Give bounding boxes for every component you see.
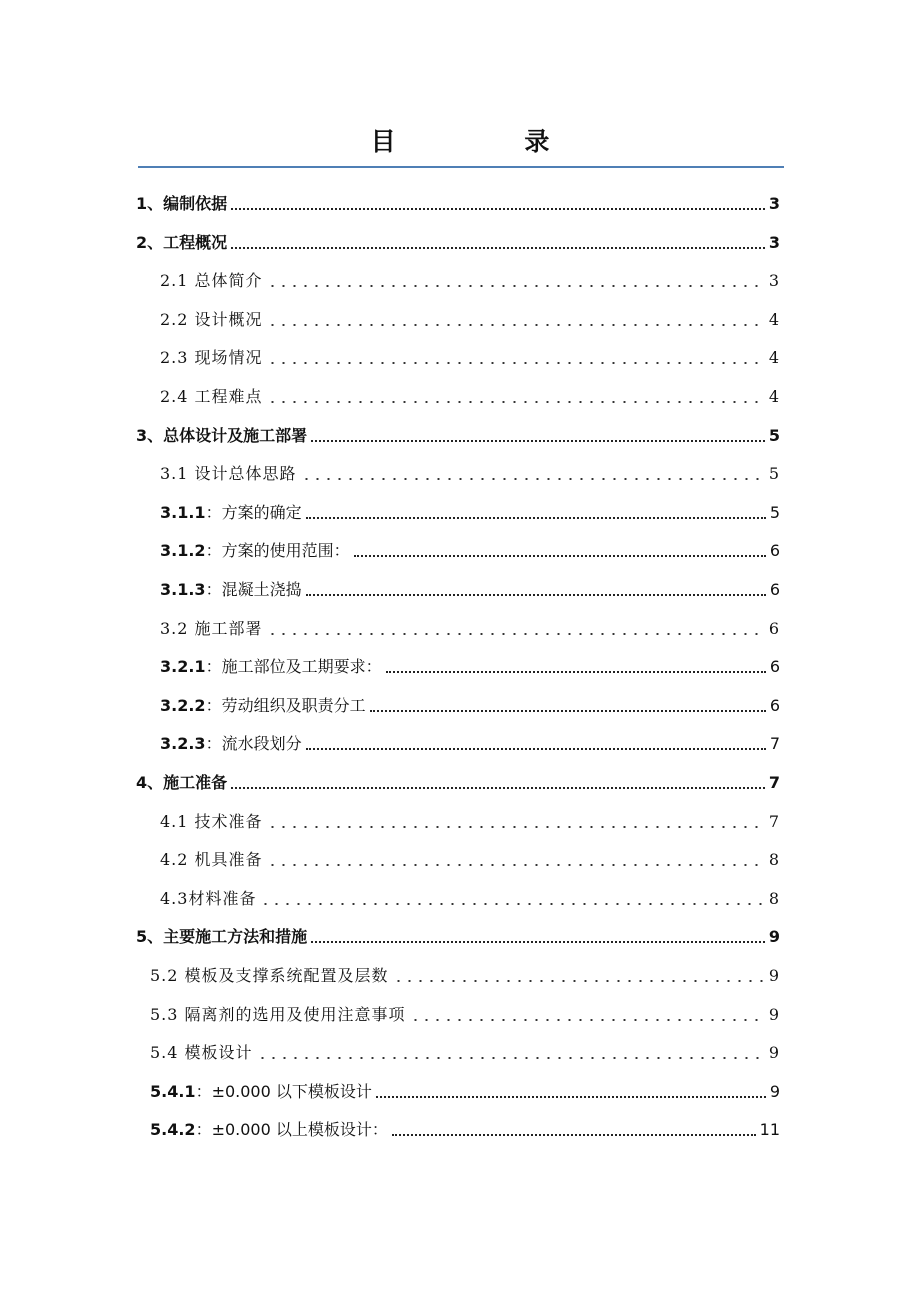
toc-entry[interactable] bbox=[150, 1001, 780, 1029]
toc-entry-page-number: 3 bbox=[768, 232, 780, 252]
toc-entry[interactable] bbox=[150, 1078, 780, 1106]
toc-entry-text: ：方案的使用范围： bbox=[205, 541, 350, 561]
toc-entry-number: 3.2.2 bbox=[160, 695, 206, 715]
toc-entry[interactable] bbox=[160, 383, 780, 411]
toc-entry-label: 2.1 总体简介 bbox=[160, 271, 263, 291]
toc-entry-label: 2、工程概况 bbox=[136, 232, 228, 252]
toc-entry-page-number: 6 bbox=[769, 657, 780, 677]
toc-entry-label bbox=[160, 499, 302, 527]
dot-leader bbox=[267, 383, 765, 411]
toc-entry-number: 5.4.2 bbox=[150, 1120, 196, 1140]
dot-leader bbox=[306, 730, 766, 758]
dot-leader bbox=[231, 229, 765, 257]
dot-leader bbox=[257, 1039, 765, 1067]
toc-entry-page-number: 7 bbox=[769, 734, 780, 754]
toc-entry-label bbox=[150, 1116, 388, 1144]
toc-entry[interactable] bbox=[160, 808, 780, 836]
toc-entry[interactable] bbox=[160, 499, 780, 527]
toc-entry[interactable] bbox=[160, 846, 780, 874]
toc-entry-label: 5、主要施工方法和措施 bbox=[136, 927, 308, 947]
toc-entry[interactable] bbox=[160, 730, 780, 758]
toc-entry-label: 4.1 技术准备 bbox=[160, 811, 263, 831]
toc-entry-label: 2.2 设计概况 bbox=[160, 309, 263, 329]
dot-leader bbox=[370, 692, 766, 720]
toc-entry[interactable] bbox=[136, 229, 780, 257]
toc-entry-page-number: 9 bbox=[768, 927, 780, 947]
toc-entry-text: ：劳动组织及职责分工 bbox=[205, 695, 366, 715]
toc-entry-text: ：±0.000 以上模板设计： bbox=[195, 1120, 388, 1140]
toc-entry-number: 3.2.1 bbox=[160, 657, 206, 677]
toc-entry[interactable] bbox=[136, 923, 780, 951]
toc-entry[interactable] bbox=[136, 422, 780, 450]
dot-leader bbox=[267, 846, 765, 874]
toc-entry-label: 3.1 设计总体思路 bbox=[160, 464, 297, 484]
toc-entry-page-number: 4 bbox=[768, 309, 780, 329]
toc-entry-page-number: 5 bbox=[768, 464, 780, 484]
toc-entry[interactable] bbox=[160, 306, 780, 334]
toc-entry[interactable] bbox=[136, 769, 780, 797]
toc-entry-page-number: 9 bbox=[769, 1081, 780, 1101]
toc-entry-number: 3.2.3 bbox=[160, 734, 206, 754]
toc-entry-number: 5.4.1 bbox=[150, 1081, 196, 1101]
dot-leader bbox=[392, 1116, 756, 1144]
dot-leader bbox=[231, 769, 765, 797]
toc-entry-text: ：流水段划分 bbox=[205, 734, 302, 754]
toc-entry-page-number: 9 bbox=[768, 966, 780, 985]
toc-entry-label: 2.3 现场情况 bbox=[160, 348, 263, 368]
dot-leader bbox=[267, 344, 765, 372]
toc-entry[interactable] bbox=[160, 537, 780, 565]
dot-leader bbox=[311, 422, 765, 450]
toc-entry-text: ：施工部位及工期要求： bbox=[205, 657, 382, 677]
dot-leader bbox=[376, 1078, 766, 1106]
toc-entry-page-number: 4 bbox=[768, 387, 780, 406]
toc-entry-text: ：混凝土浇捣 bbox=[205, 580, 302, 599]
toc-entry[interactable] bbox=[160, 692, 780, 720]
toc-entry-label: 4、施工准备 bbox=[136, 773, 228, 792]
toc-entry[interactable] bbox=[160, 885, 780, 913]
toc-entry[interactable] bbox=[150, 1039, 780, 1067]
toc-entry-number: 3.1.1 bbox=[160, 502, 206, 522]
dot-leader bbox=[231, 190, 765, 218]
toc-entry[interactable] bbox=[160, 460, 780, 488]
toc-entry-label: 5.4 模板设计 bbox=[150, 1043, 253, 1063]
dot-leader bbox=[393, 962, 765, 990]
toc-entry-label bbox=[160, 653, 382, 681]
toc-entry-page-number: 8 bbox=[768, 850, 780, 870]
dot-leader bbox=[260, 885, 764, 913]
toc-entry-number: 3.1.3 bbox=[160, 580, 206, 599]
toc-entry-page-number: 5 bbox=[768, 425, 780, 445]
toc-entry[interactable] bbox=[150, 962, 780, 990]
toc-entry-label bbox=[160, 730, 302, 758]
toc-entry-page-number: 9 bbox=[768, 1004, 780, 1024]
dot-leader bbox=[410, 1001, 765, 1029]
toc-entry-page-number: 3 bbox=[768, 271, 780, 291]
toc-entry-label bbox=[160, 576, 302, 604]
toc-entry-text: ：方案的确定 bbox=[205, 502, 302, 522]
dot-leader bbox=[267, 615, 765, 643]
dot-leader bbox=[267, 808, 765, 836]
dot-leader bbox=[311, 923, 765, 951]
toc-entry[interactable] bbox=[160, 344, 780, 372]
dot-leader bbox=[386, 653, 766, 681]
toc-entry-label bbox=[160, 692, 366, 720]
toc-entry-page-number: 11 bbox=[759, 1120, 780, 1140]
toc-entry-label bbox=[150, 1078, 372, 1106]
toc-entry-label: 1、编制依据 bbox=[136, 194, 228, 213]
toc-entry-page-number: 6 bbox=[769, 580, 780, 599]
toc-entry[interactable] bbox=[160, 615, 780, 643]
toc-entry-label: 2.4 工程难点 bbox=[160, 387, 263, 406]
toc-entry-label bbox=[160, 537, 350, 565]
toc-entry-page-number: 8 bbox=[768, 888, 780, 908]
toc-entry[interactable] bbox=[150, 1116, 780, 1144]
toc-entry-page-number: 7 bbox=[768, 773, 780, 792]
toc-entry[interactable] bbox=[136, 190, 780, 218]
dot-leader bbox=[306, 576, 766, 604]
toc-entry-label: 5.2 模板及支撑系统配置及层数 bbox=[150, 966, 389, 985]
toc-entry-label: 3、总体设计及施工部署 bbox=[136, 425, 308, 445]
page-title: 目 录 bbox=[370, 127, 610, 156]
toc-entry-page-number: 6 bbox=[769, 541, 780, 561]
toc-entry-label: 4.3材料准备 bbox=[160, 888, 257, 908]
dot-leader bbox=[267, 306, 765, 334]
toc-entry-label: 5.3 隔离剂的选用及使用注意事项 bbox=[150, 1004, 406, 1024]
dot-leader bbox=[306, 499, 766, 527]
toc-entry[interactable] bbox=[160, 576, 780, 604]
toc-entry-page-number: 4 bbox=[768, 348, 780, 368]
dot-leader bbox=[301, 460, 765, 488]
toc-entry-page-number: 3 bbox=[768, 194, 780, 213]
toc-entry-page-number: 9 bbox=[768, 1043, 780, 1063]
toc-entry-label: 3.2 施工部署 bbox=[160, 618, 263, 638]
toc-entry-page-number: 6 bbox=[769, 695, 780, 715]
title-divider bbox=[138, 166, 784, 168]
toc-entry[interactable] bbox=[160, 653, 780, 681]
toc-entry-page-number: 5 bbox=[769, 502, 780, 522]
toc-entry-label: 4.2 机具准备 bbox=[160, 850, 263, 870]
toc-entry[interactable] bbox=[160, 267, 780, 295]
toc-entry-page-number: 7 bbox=[768, 811, 780, 831]
dot-leader bbox=[267, 267, 765, 295]
toc-entry-text: ：±0.000 以下模板设计 bbox=[195, 1081, 372, 1101]
toc-entry-page-number: 6 bbox=[768, 618, 780, 638]
dot-leader bbox=[354, 537, 766, 565]
toc-entry-number: 3.1.2 bbox=[160, 541, 206, 561]
